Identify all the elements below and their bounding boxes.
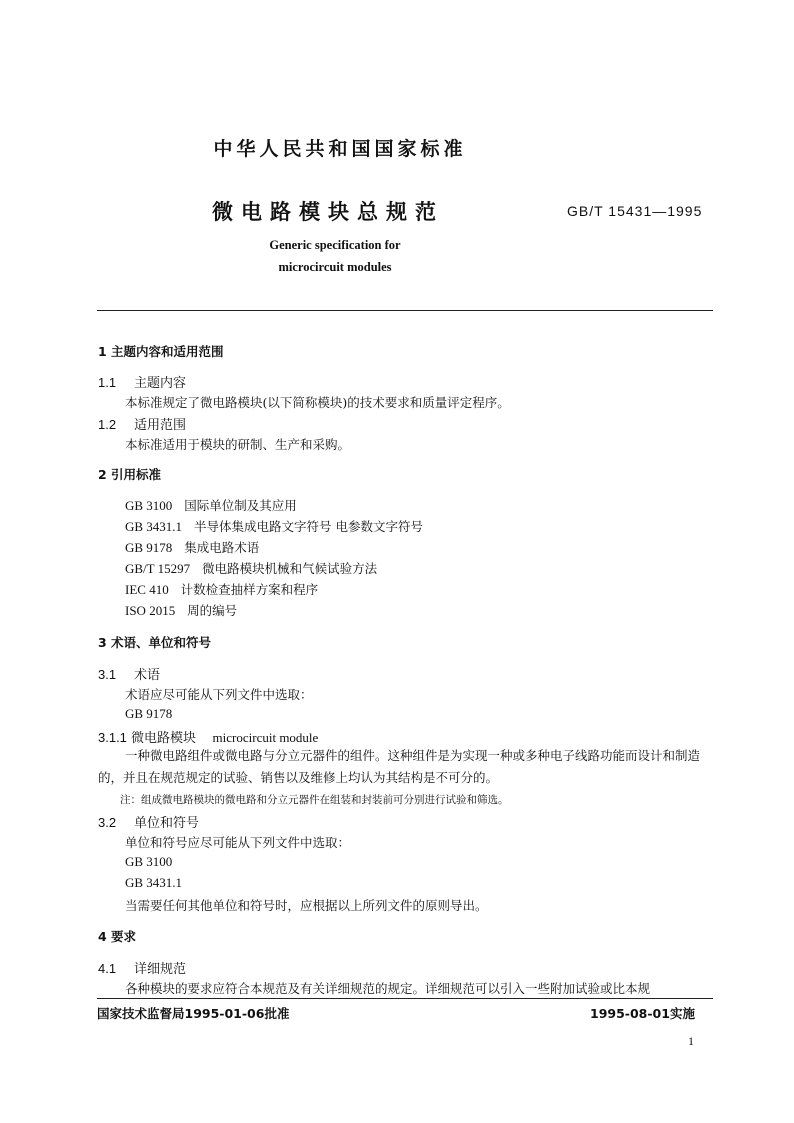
section-label: 适用范围 [134,418,187,433]
section-3-1-1-text: 一种微电路组件或微电路与分立元器件的组件。这种组件是为实现一种或多种电子线路功能而设计和制造的，并且在规范规定的试验、销售以及维修上均认为其结构是不可分的。 [98,748,701,785]
reference-title: 半导体集成电路文字符号 电参数文字符号 [193,519,423,534]
section-3-2-text2: 当需要任何其他单位和符号时，应根据以上所列文件的原则导出。 [125,898,488,913]
section-label: 详细规范 [134,962,187,977]
reference-code: GB/T 15297 [125,561,191,576]
reference-code: GB 9178 [125,540,173,555]
document-title: 微电路模块总规范 [212,200,444,224]
section-2-heading: 2 引用标准 [98,467,162,482]
section-1-2-text: 本标准适用于模块的研制、生产和采购。 [125,437,351,452]
section-number: 3.1 [98,667,117,682]
section-3-2-doc [125,875,182,891]
national-standard-heading: 中华人民共和国国家标准 [213,138,467,160]
reference-code: GB 3431.1 [125,519,183,534]
section-4-heading: 4 要求 [98,929,137,944]
reference-item [125,601,237,619]
reference-code: IEC 410 [125,582,169,597]
section-3-heading: 3 术语、单位和符号 [98,635,212,650]
section-label-en: microcircuit module [212,730,319,745]
section-1-2-heading [98,414,186,433]
section-label: 微电路模块 [131,731,197,746]
section-number: 4.1 [98,961,117,976]
section-3-2-text: 单位和符号应尽可能从下列文件中选取： [125,835,351,850]
english-title-line2: microcircuit modules [278,260,392,274]
approval-line: 国家技术监督局1995-01-06批准 [97,1006,290,1021]
section-label: 主题内容 [134,376,187,391]
document-code: GB 9178 [125,706,173,721]
reference-code: ISO 2015 [125,603,176,618]
section-3-1-heading [98,664,160,683]
reference-title: 微电路模块机械和气候试验方法 [202,561,378,576]
document-code: GB 3431.1 [125,875,183,890]
effective-date: 1995-08-01实施 [590,1006,695,1021]
section-number: 3.2 [98,815,117,830]
footer-rule [97,998,713,999]
section-4-1-heading [98,958,186,977]
reference-item [125,496,297,514]
section-3-1-text: 术语应尽可能从下列文件中选取： [125,687,313,702]
standard-number: GB/T 15431—1995 [567,203,703,219]
section-1-1-text: 本标准规定了微电路模块(以下简称模块)的技术要求和质量评定程序。 [125,395,510,410]
section-3-1-doc [125,706,172,722]
reference-title: 集成电路术语 [184,540,260,555]
section-number: 1.2 [98,417,117,432]
reference-title: 计数检查抽样方案和程序 [180,582,319,597]
reference-title: 国际单位制及其应用 [184,498,297,513]
reference-title: 周的编号 [187,603,238,618]
section-4-1-text: 各种模块的要求应符合本规范及有关详细规范的规定。详细规范可以引入一些附加试验或比本规 [125,981,651,996]
section-3-2-doc [125,854,172,870]
document-code: GB 3100 [125,854,173,869]
section-3-1-1-heading [98,727,318,746]
section-3-2-heading [98,812,199,831]
section-3-1-1-note: 注：组成微电路模块的微电路和分立元器件在组装和封装前可分别进行试验和筛选。 [120,794,509,806]
header-rule [97,310,713,311]
english-title-line1: Generic specification for [269,238,401,252]
reference-item [125,559,377,577]
reference-item [125,517,423,535]
section-number: 1.1 [98,375,117,390]
section-1-1-heading [98,372,186,391]
reference-item [125,538,259,556]
section-number: 3.1.1 [98,730,127,745]
page-number: 1 [688,1034,694,1048]
section-label: 术语 [134,668,161,683]
section-label: 单位和符号 [134,816,200,831]
section-1-heading: 1 主题内容和适用范围 [98,344,224,359]
reference-item [125,580,318,598]
reference-code: GB 3100 [125,498,173,513]
